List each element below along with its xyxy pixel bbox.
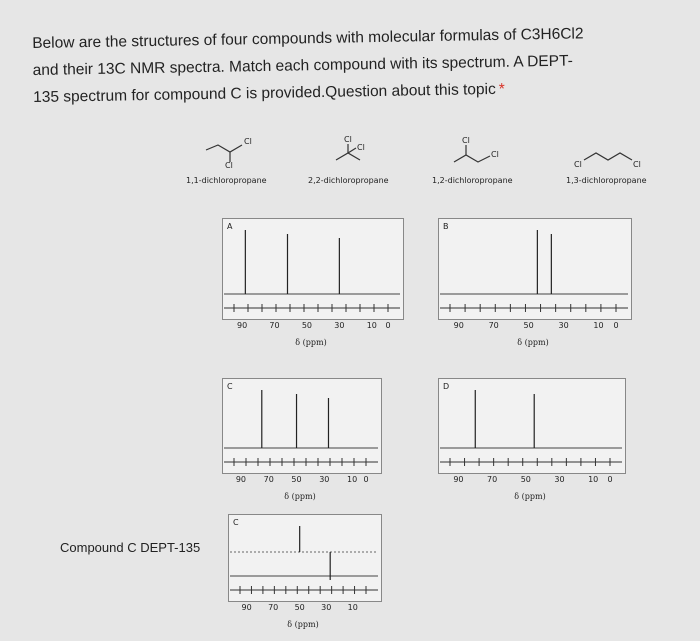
structure-4-name: 1,3-dichloropropane — [566, 176, 647, 185]
axis-tick-label: 30 — [321, 603, 332, 612]
axis-unit-label: δ (ppm) — [514, 492, 546, 501]
spectrum-letter: C — [227, 382, 233, 391]
spectrum-letter: D — [443, 382, 450, 391]
axis-tick-label: 90 — [453, 475, 464, 484]
structure-3-cl-b: Cl — [491, 150, 499, 159]
dept-135-label: Compound C DEPT-135 — [60, 540, 201, 555]
axis-tick-label: 70 — [263, 475, 274, 484]
axis-tick-label: 50 — [294, 603, 305, 612]
question-line-3: 135 spectrum for compound C is provided.Question about this topic * — [33, 80, 505, 106]
axis-tick-label: 70 — [268, 603, 279, 612]
axis-tick-label: 0 — [363, 475, 369, 484]
structure-4-cl-b: Cl — [633, 160, 641, 169]
structure-1-cl-b: Cl — [225, 161, 233, 170]
question-line-2: and their 13C NMR spectra. Match each compound with its spectrum. A DEPT- — [32, 52, 573, 79]
axis-tick-label: 70 — [487, 475, 498, 484]
axis-tick-label: 0 — [385, 321, 391, 330]
axis-tick-label: 90 — [241, 603, 252, 612]
structure-2-cl-b: Cl — [357, 143, 365, 152]
axis-tick-label: 50 — [520, 475, 531, 484]
axis-tick-label: 30 — [554, 475, 565, 484]
structure-1-name: 1,1-dichloropropane — [186, 176, 267, 185]
structure-4-cl-a: Cl — [574, 160, 582, 169]
axis-tick-label: 70 — [488, 321, 499, 330]
axis-tick-label: 50 — [291, 475, 302, 484]
axis-tick-label: 10 — [347, 475, 358, 484]
spectrum-letter: C — [233, 518, 239, 527]
axis-tick-label: 30 — [558, 321, 569, 330]
axis-tick-label: 50 — [523, 321, 534, 330]
axis-tick-label: 90 — [235, 475, 247, 484]
axis-unit-label: δ (ppm) — [284, 492, 316, 501]
question-line-1: Below are the structures of four compounds with molecular formulas of C3H6Cl2 — [32, 25, 584, 52]
axis-unit-label: δ (ppm) — [517, 338, 549, 347]
axis-tick-label: 30 — [319, 475, 330, 484]
axis-unit-label: δ (ppm) — [295, 338, 327, 347]
spectrum-letter: A — [227, 222, 233, 231]
axis-tick-label: 70 — [269, 321, 280, 330]
axis-tick-label: 0 — [607, 475, 613, 484]
structure-3-cl-a: Cl — [462, 136, 470, 145]
axis-tick-label: 10 — [593, 321, 604, 330]
axis-tick-label: 50 — [301, 321, 313, 330]
axis-tick-label: 10 — [347, 603, 358, 612]
structure-1-cl-a: Cl — [244, 137, 252, 146]
axis-unit-label: δ (ppm) — [287, 620, 319, 629]
required-asterisk: * — [498, 80, 505, 98]
structure-3-name: 1,2-dichloropropane — [432, 176, 513, 185]
axis-tick-label: 10 — [366, 321, 377, 330]
axis-tick-label: 10 — [588, 475, 599, 484]
axis-tick-label: 90 — [453, 321, 464, 330]
structure-2-name: 2,2-dichloropropane — [308, 176, 389, 185]
spectrum-letter: B — [443, 222, 449, 231]
axis-tick-label: 30 — [334, 321, 345, 330]
structure-2-cl-a: Cl — [344, 135, 352, 144]
axis-tick-label: 0 — [613, 321, 619, 330]
axis-tick-label: 90 — [237, 321, 248, 330]
